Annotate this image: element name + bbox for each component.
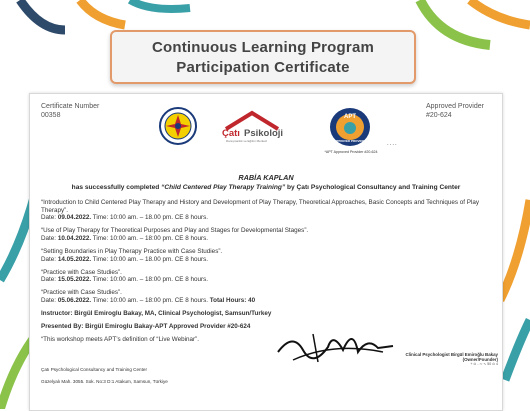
session-title: “Practice with Case Studies”. (41, 289, 122, 297)
apt-caption: *APT Approved Provider #20-624 (324, 150, 378, 154)
session-title: “Practice with Case Studies”. (41, 268, 122, 276)
session-details: Time: 10:00 am. – 18:00 pm. CE 8 hours. (91, 276, 208, 284)
session-date-label: Date: (41, 276, 58, 284)
approved-provider-value: #20-624 (426, 112, 452, 119)
session-date: 05.06.2022. (57, 296, 92, 304)
session-date: 15.05.2022. (57, 276, 92, 284)
footer-organization: Çatı Psychological Consultancy and Training Center (41, 367, 147, 372)
certificate-banner (110, 30, 416, 84)
session-item (41, 289, 496, 304)
signer-name: Clinical Psychologist Birgül Emiroğlu Bakay (405, 352, 498, 357)
apt-approved-provider-logo-icon (318, 106, 382, 148)
footer-address: Güzelyalı Mah. 3055. Sok. No:3 D:1 Atakum, Samsun, Türkiye (41, 379, 168, 384)
recipient-name: RABİA KAPLAN (238, 173, 294, 182)
session-date: 09.04.2022. (57, 214, 92, 222)
session-date-label: Date: (41, 296, 58, 304)
svg-text:Çatı: Çatı (222, 128, 240, 139)
approved-provider-label: Approved Provider (426, 103, 484, 110)
signer-block (370, 352, 498, 368)
session-title: “Setting Boundaries in Play Therapy Practice with Case Studies”. (41, 247, 223, 255)
session-details: Time: 10:00 am. – 18:00 pm. CE 8 hours. (91, 234, 208, 242)
training-title: “Child Centered Play Therapy Training” (161, 184, 286, 191)
session-date: 10.04.2022. (57, 234, 92, 242)
certificate-card (29, 93, 503, 411)
signer-stamp: + ⊙ - ∾ ∿ 50 ⊙ 4 (470, 362, 498, 367)
session-item (41, 269, 496, 284)
completion-by: by Çatı Psychological Consultancy and Training Center (285, 184, 461, 191)
catipsikoloji-logo-icon (212, 107, 330, 147)
session-title: “Introduction to Child Centered Play Therapy and History and Development of Play Therapy, Theoretical Approaches, Basic Concepts and Techniques of Play Therapy”. (41, 199, 479, 214)
svg-text:APT: APT (344, 114, 356, 120)
session-list (41, 199, 496, 349)
webinar-note: “This workshop meets APT’s definition of “Live Webinar”. (41, 336, 199, 344)
instructor-line: Instructor: Birgül Emiroglu Bakay, MA, Clinical Psychologist, Samsun/Turkey (41, 310, 272, 318)
session-date-label: Date: (41, 214, 58, 222)
svg-text:Psikoloji: Psikoloji (244, 128, 284, 139)
session-item (41, 227, 496, 242)
certificate-number-label: Certificate Number (41, 103, 100, 110)
total-hours: Total Hours: 40 (209, 296, 256, 304)
certificate-number-value: 00358 (41, 112, 61, 119)
session-details: Time: 10:00 am. – 18.00 pm. CE 8 hours. (91, 255, 208, 263)
session-date: 14.05.2022. (57, 255, 92, 263)
session-date-label: Date: (41, 234, 58, 242)
session-title: “Use of Play Therapy for Theoretical Purposes and Play and Stages for Developmental Stages”. (41, 227, 309, 235)
completion-statement (30, 184, 502, 191)
completion-prefix: has successfully completed (71, 184, 162, 191)
svg-text:Danışmanlık ve Eğitim Merkezi: Danışmanlık ve Eğitim Merkezi (226, 139, 268, 143)
session-details: Time: 10:00 am. – 18.00 pm. CE 8 hours. (91, 214, 208, 222)
session-date-label: Date: (41, 255, 58, 263)
session-item (41, 248, 496, 263)
banner-title-line1: Continuous Learning Program (151, 39, 375, 56)
banner-title-line2: Participation Certificate (176, 59, 350, 76)
svg-text:APPROVED PROVIDER: APPROVED PROVIDER (333, 139, 367, 143)
iseal-logo-icon (158, 106, 198, 146)
dots: .... (387, 141, 398, 147)
signer-role: (Owner/Founder) (462, 357, 498, 363)
presented-by-line: Presented By: Birgül Emiroglu Bakay-APT Approved Provider #20-624 (41, 323, 251, 331)
session-item (41, 199, 496, 222)
session-details: Time: 10:00 am. – 18:00 pm. CE 8 hours. (91, 296, 210, 304)
